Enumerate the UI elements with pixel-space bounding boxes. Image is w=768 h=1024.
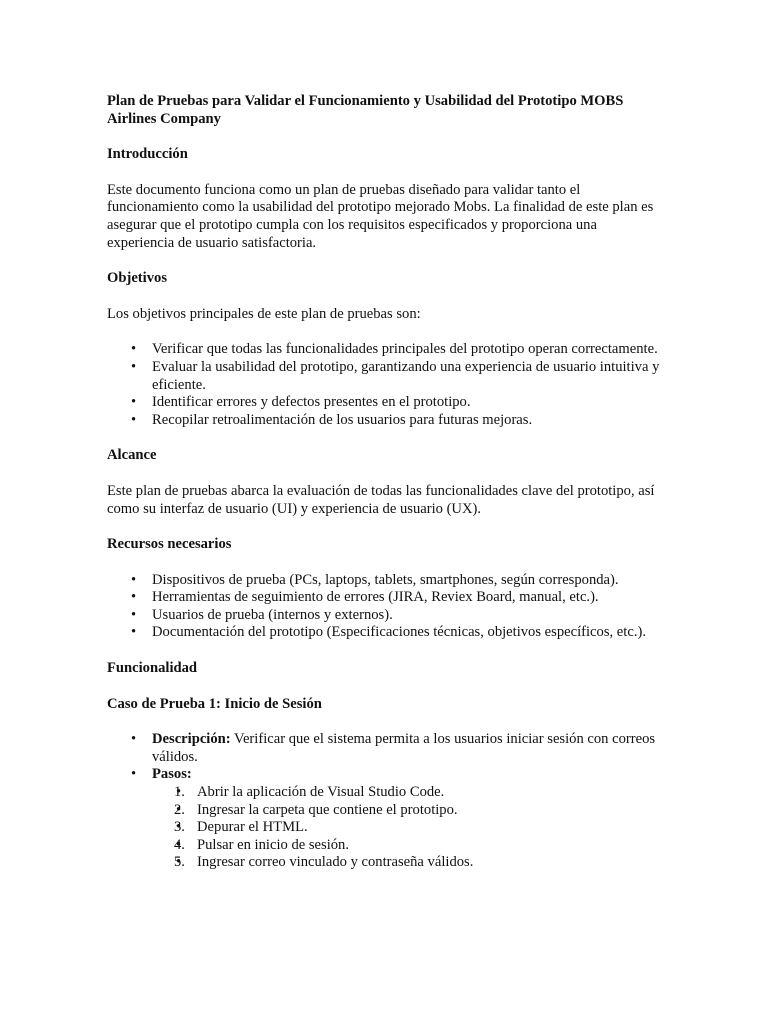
document-title: Plan de Pruebas para Validar el Funcionamiento y Usabilidad del Prototipo MOBS Airlines Company [107, 93, 624, 127]
list-item: • Usuarios de prueba (internos y externos). [152, 607, 667, 625]
pasos-list [152, 784, 667, 872]
descripcion-text: Verificar que el sistema permita a los usuarios iniciar sesión con correos válidos. [152, 731, 656, 765]
introduccion-paragraph: Este documento funciona como un plan de pruebas diseñado para validar tanto el funcionamiento como la usabilidad del prototipo mejorado Mobs. La finalidad de este plan es asegurar que el prototipo cumpla con los requisitos especificados y proporciona una experiencia de usuario satisfactoria. [107, 181, 654, 251]
caso-prueba-1-list [107, 731, 667, 872]
alcance-paragraph: Este plan de pruebas abarca la evaluación de todas las funcionalidades clave del prototipo, así como su interfaz de usuario (UI) y experiencia de usuario (UX). [107, 482, 655, 517]
paso-text: Ingresar la carpeta que contiene el prototipo. [197, 801, 458, 818]
list-item-pasos [152, 766, 667, 872]
list-item: • Dispositivos de prueba (PCs, laptops, tablets, smartphones, según corresponda). [152, 572, 667, 590]
paso-item [174, 819, 667, 837]
paso-text: Abrir la aplicación de Visual Studio Code. [197, 784, 445, 801]
paso-item [174, 854, 667, 872]
paso-number: • 1. [174, 784, 185, 801]
paso-number: • 4. [174, 836, 185, 853]
descripcion-label: Descripción: [152, 731, 231, 748]
objetivos-list [107, 341, 667, 429]
recursos-list [107, 572, 667, 642]
paso-number: • 2. [174, 801, 185, 818]
document-page [107, 93, 667, 872]
list-item: • Identificar errores y defectos presentes en el prototipo. [152, 394, 667, 412]
paso-number: • 5. [174, 854, 185, 871]
list-item: • Evaluar la usabilidad del prototipo, garantizando una experiencia de usuario intuitiva y eficiente. [152, 359, 667, 394]
list-item: • Documentación del prototipo (Especificaciones técnicas, objetivos específicos, etc.). [152, 624, 667, 642]
paso-text: Pulsar en inicio de sesión. [197, 836, 349, 853]
list-item: • Herramientas de seguimiento de errores (JIRA, Reviex Board, manual, etc.). [152, 589, 667, 607]
paso-item [174, 836, 667, 855]
list-item-descripcion [152, 731, 667, 766]
objetivos-intro: Los objetivos principales de este plan de pruebas son: [107, 305, 421, 322]
paso-number: • 3. [174, 819, 185, 836]
list-item: • Recopilar retroalimentación de los usuarios para futuras mejoras. [152, 412, 667, 430]
heading-funcionalidad: Funcionalidad [107, 660, 198, 677]
paso-text: Ingresar correo vinculado y contraseña válidos. [197, 854, 474, 871]
heading-introduccion: Introducción [107, 146, 188, 163]
pasos-label: Pasos: [152, 766, 192, 783]
paso-item [174, 784, 667, 802]
heading-caso-prueba-1: Caso de Prueba 1: Inicio de Sesión [107, 695, 322, 712]
heading-recursos: Recursos necesarios [107, 536, 232, 553]
heading-alcance: Alcance [107, 447, 157, 464]
paso-text: Depurar el HTML. [197, 819, 308, 836]
paso-item [174, 801, 667, 820]
list-item: • Verificar que todas las funcionalidades principales del prototipo operan correctamente. [152, 341, 667, 359]
heading-objetivos: Objetivos [107, 270, 167, 287]
